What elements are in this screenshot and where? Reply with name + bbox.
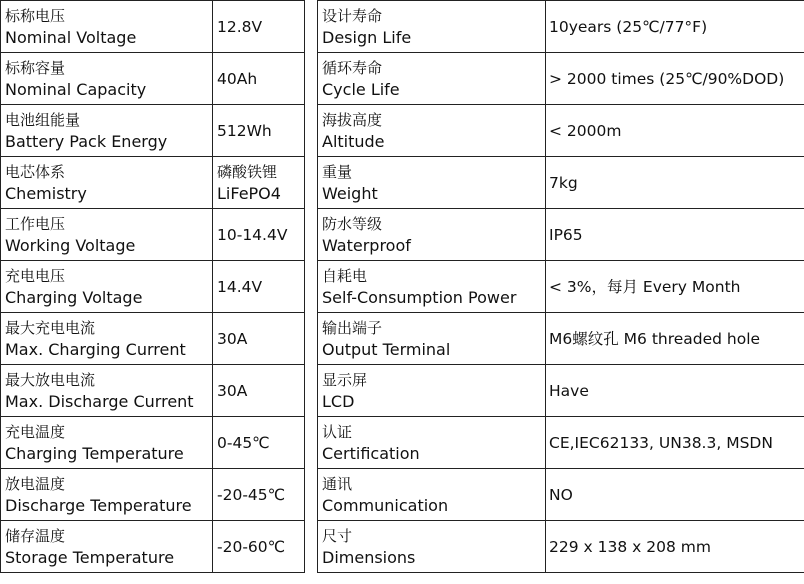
table-row — [318, 313, 804, 365]
table-row — [1, 469, 305, 521]
table-row — [1, 157, 305, 209]
param-name-zh: 电池组能量 — [5, 110, 81, 129]
param-name-zh: 电芯体系 — [5, 162, 66, 181]
value-line-zh: 磷酸铁锂 — [217, 162, 278, 181]
value-cell: < 2000m — [546, 105, 804, 157]
table-row — [1, 417, 305, 469]
param-cell — [318, 365, 546, 417]
table-row — [318, 521, 804, 573]
param-cell — [1, 313, 213, 365]
param-cell — [318, 469, 546, 521]
value-cell: -20-45℃ — [213, 469, 305, 521]
table-row — [318, 417, 804, 469]
param-cell — [1, 417, 213, 469]
param-name-zh: 储存温度 — [5, 526, 66, 545]
param-cell — [318, 1, 546, 53]
param-cell — [1, 365, 213, 417]
table-row — [318, 1, 804, 53]
param-name-en: Storage Temperature — [5, 547, 175, 567]
param-cell — [318, 417, 546, 469]
param-name-zh: 标称容量 — [5, 58, 66, 77]
param-name-zh: 尺寸 — [322, 526, 353, 545]
param-name-zh: 设计寿命 — [322, 6, 383, 25]
param-cell — [1, 261, 213, 313]
param-cell — [1, 157, 213, 209]
value-cell: NO — [546, 469, 804, 521]
param-cell — [1, 209, 213, 261]
value-cell: IP65 — [546, 209, 804, 261]
value-cell: 14.4V — [213, 261, 305, 313]
spec-table-left — [0, 0, 305, 573]
param-cell — [318, 261, 546, 313]
table-row — [318, 53, 804, 105]
value-cell: 229 x 138 x 208 mm — [546, 521, 804, 573]
param-name-zh: 工作电压 — [5, 214, 66, 233]
param-name-en: Discharge Temperature — [5, 495, 192, 515]
value-cell: 30A — [213, 313, 305, 365]
table-row — [318, 261, 804, 313]
param-name-en: Max. Discharge Current — [5, 391, 194, 411]
param-name-en: Weight — [322, 183, 378, 203]
param-name-zh: 输出端子 — [322, 318, 383, 337]
param-name-en: Altitude — [322, 131, 385, 151]
value-cell: < 3%，每月 Every Month — [546, 261, 804, 313]
table-row — [1, 105, 305, 157]
param-name-zh: 海拔高度 — [322, 110, 383, 129]
value-cell: 7kg — [546, 157, 804, 209]
param-cell — [1, 521, 213, 573]
table-row — [318, 469, 804, 521]
param-cell — [318, 209, 546, 261]
param-name-zh: 显示屏 — [322, 370, 368, 389]
table-row — [1, 313, 305, 365]
value-cell — [213, 157, 305, 209]
param-name-en: Nominal Capacity — [5, 79, 147, 99]
param-name-zh: 放电温度 — [5, 474, 66, 493]
value-cell: CE,IEC62133, UN38.3, MSDN — [546, 417, 804, 469]
table-row — [1, 261, 305, 313]
param-name-zh: 充电温度 — [5, 422, 66, 441]
param-cell — [318, 313, 546, 365]
value-cell: 0-45℃ — [213, 417, 305, 469]
param-cell — [318, 53, 546, 105]
param-name-en: Communication — [322, 495, 449, 515]
param-name-en: Output Terminal — [322, 339, 451, 359]
param-name-en: Charging Temperature — [5, 443, 184, 463]
value-line-en: LiFePO4 — [217, 183, 281, 203]
param-name-en: Design Life — [322, 27, 412, 47]
table-row — [318, 157, 804, 209]
param-name-en: Dimensions — [322, 547, 416, 567]
param-cell — [1, 53, 213, 105]
value-cell: 40Ah — [213, 53, 305, 105]
table-row — [1, 209, 305, 261]
table-row — [318, 365, 804, 417]
value-cell: 10years (25℃/77°F) — [546, 1, 804, 53]
table-row — [1, 1, 305, 53]
param-name-zh: 循环寿命 — [322, 58, 383, 77]
table-row — [1, 365, 305, 417]
param-cell — [1, 1, 213, 53]
param-name-en: Chemistry — [5, 183, 87, 203]
table-row — [1, 53, 305, 105]
value-cell: Have — [546, 365, 804, 417]
value-cell: M6螺纹孔 M6 threaded hole — [546, 313, 804, 365]
param-name-zh: 最大放电电流 — [5, 370, 96, 389]
param-cell — [318, 105, 546, 157]
value-cell: 12.8V — [213, 1, 305, 53]
param-name-en: Cycle Life — [322, 79, 400, 99]
param-name-en: Certification — [322, 443, 420, 463]
param-name-zh: 标称电压 — [5, 6, 66, 25]
param-name-en: Working Voltage — [5, 235, 136, 255]
value-cell: 512Wh — [213, 105, 305, 157]
table-row — [1, 521, 305, 573]
table-row — [318, 209, 804, 261]
value-cell: 10-14.4V — [213, 209, 305, 261]
param-name-zh: 最大充电电流 — [5, 318, 96, 337]
param-name-en: Charging Voltage — [5, 287, 143, 307]
param-name-en: Nominal Voltage — [5, 27, 137, 47]
param-name-zh: 认证 — [322, 422, 353, 441]
param-name-en: Self-Consumption Power — [322, 287, 517, 307]
param-name-en: Waterproof — [322, 235, 411, 255]
table-row — [318, 105, 804, 157]
spec-table-right — [317, 0, 804, 573]
param-name-en: Battery Pack Energy — [5, 131, 168, 151]
param-name-en: LCD — [322, 391, 355, 411]
value-cell: -20-60℃ — [213, 521, 305, 573]
param-cell — [1, 469, 213, 521]
param-name-zh: 通讯 — [322, 474, 353, 493]
param-name-zh: 重量 — [322, 162, 353, 181]
param-cell — [1, 105, 213, 157]
param-name-en: Max. Charging Current — [5, 339, 186, 359]
param-name-zh: 自耗电 — [322, 266, 368, 285]
param-cell — [318, 521, 546, 573]
value-cell: 30A — [213, 365, 305, 417]
param-cell — [318, 157, 546, 209]
param-name-zh: 充电电压 — [5, 266, 66, 285]
param-name-zh: 防水等级 — [322, 214, 383, 233]
value-cell: > 2000 times (25℃/90%DOD) — [546, 53, 804, 105]
